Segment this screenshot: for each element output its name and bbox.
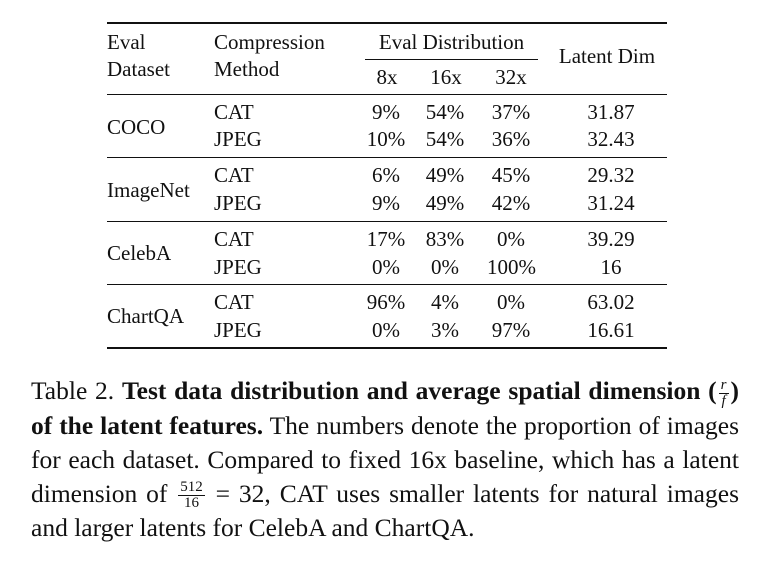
dataset-label: ImageNet: [107, 178, 190, 202]
latent-dim-cell: 29.32: [587, 163, 635, 187]
caption-label: Table 2.: [31, 376, 115, 405]
dist-32x-cell: 100%: [487, 255, 536, 279]
table-caption: [31, 374, 739, 545]
dist-8x-cell: 0%: [372, 318, 400, 342]
dist-16x-cell: 3%: [431, 318, 459, 342]
latent-dim-cell: 16: [600, 255, 622, 279]
header-eval-dataset-line1: Eval: [107, 30, 146, 54]
dist-32x-cell: 42%: [491, 191, 531, 215]
header-rule: [107, 94, 667, 95]
dist-16x-cell: 0%: [431, 255, 459, 279]
caption-paren-close: ): [730, 376, 740, 405]
dist-16x-cell: 54%: [425, 127, 465, 151]
method-cell: JPEG: [214, 127, 262, 151]
latent-dim-cell: 16.61: [587, 318, 635, 342]
group-rule-3: [107, 284, 667, 285]
dist-16x-cell: 83%: [425, 227, 465, 251]
header-compression-method-line1: Compression: [214, 30, 325, 54]
dist-16x-cell: 54%: [425, 100, 465, 124]
dist-8x-cell: 6%: [372, 163, 400, 187]
latent-dim-cell: 31.24: [587, 191, 635, 215]
dist-8x-cell: 17%: [366, 227, 406, 251]
latent-dim-cell: 39.29: [587, 227, 635, 251]
method-cell: JPEG: [214, 255, 262, 279]
dist-16x-cell: 49%: [425, 163, 465, 187]
dataset-label: COCO: [107, 115, 166, 139]
table-bottom-rule: [107, 347, 667, 349]
latent-dim-cell: 31.87: [587, 100, 635, 124]
header-scale-16x: 16x: [430, 65, 462, 89]
latent-dim-cell: 63.02: [587, 290, 635, 314]
header-eval-distribution: Eval Distribution: [378, 30, 525, 54]
fraction-512: 512: [180, 479, 203, 496]
dist-8x-cell: 9%: [372, 100, 400, 124]
dist-32x-cell: 0%: [497, 227, 525, 251]
method-cell: JPEG: [214, 191, 262, 215]
method-cell: CAT: [214, 100, 254, 124]
caption-paren-open: (: [708, 376, 717, 405]
dist-8x-cell: 96%: [366, 290, 406, 314]
dist-32x-cell: 0%: [497, 290, 525, 314]
dist-8x-cell: 10%: [366, 127, 406, 151]
latent-dim-cell: 32.43: [587, 127, 635, 151]
method-cell: CAT: [214, 227, 254, 251]
dataset-label: ChartQA: [107, 304, 184, 328]
dist-8x-cell: 9%: [372, 191, 400, 215]
caption-equals: = 32,: [215, 478, 271, 508]
caption-bold-subtitle: of the latent features.: [31, 410, 264, 440]
header-scale-8x: 8x: [376, 65, 398, 89]
caption-bold-title: Test data distribution and average spatial dimension: [121, 376, 701, 405]
dist-32x-cell: 45%: [491, 163, 531, 187]
header-eval-dataset-line2: Dataset: [107, 57, 170, 81]
caption-text-part1: The numbers denote the proportion of images for each dataset. Compared to fixed 16x baseline, which has a latent dimension of: [31, 410, 740, 508]
header-compression-method-line2: Method: [214, 57, 280, 81]
fraction-r: r: [720, 376, 727, 393]
dist-32x-cell: 97%: [491, 318, 531, 342]
header-latent-dim: Latent Dim: [558, 44, 656, 68]
eval-distribution-cmidrule: [365, 59, 538, 60]
method-cell: CAT: [214, 290, 254, 314]
group-rule-1: [107, 157, 667, 158]
fraction-16: 16: [184, 495, 200, 512]
dist-16x-cell: 4%: [431, 290, 459, 314]
method-cell: JPEG: [214, 318, 262, 342]
fraction-f: f: [721, 392, 726, 409]
group-rule-2: [107, 221, 667, 222]
dist-8x-cell: 0%: [372, 255, 400, 279]
header-scale-32x: 32x: [495, 65, 527, 89]
fraction-512-over-16: [178, 480, 205, 511]
dist-16x-cell: 49%: [425, 191, 465, 215]
table-top-rule: [107, 22, 667, 24]
caption-text-part2: CAT uses smaller latents for natural images and larger latents for CelebA and ChartQA.: [31, 478, 739, 543]
dataset-label: CelebA: [107, 241, 172, 265]
dist-32x-cell: 37%: [491, 100, 531, 124]
fraction-r-over-f: [719, 378, 729, 409]
method-cell: CAT: [214, 163, 254, 187]
dist-32x-cell: 36%: [491, 127, 531, 151]
